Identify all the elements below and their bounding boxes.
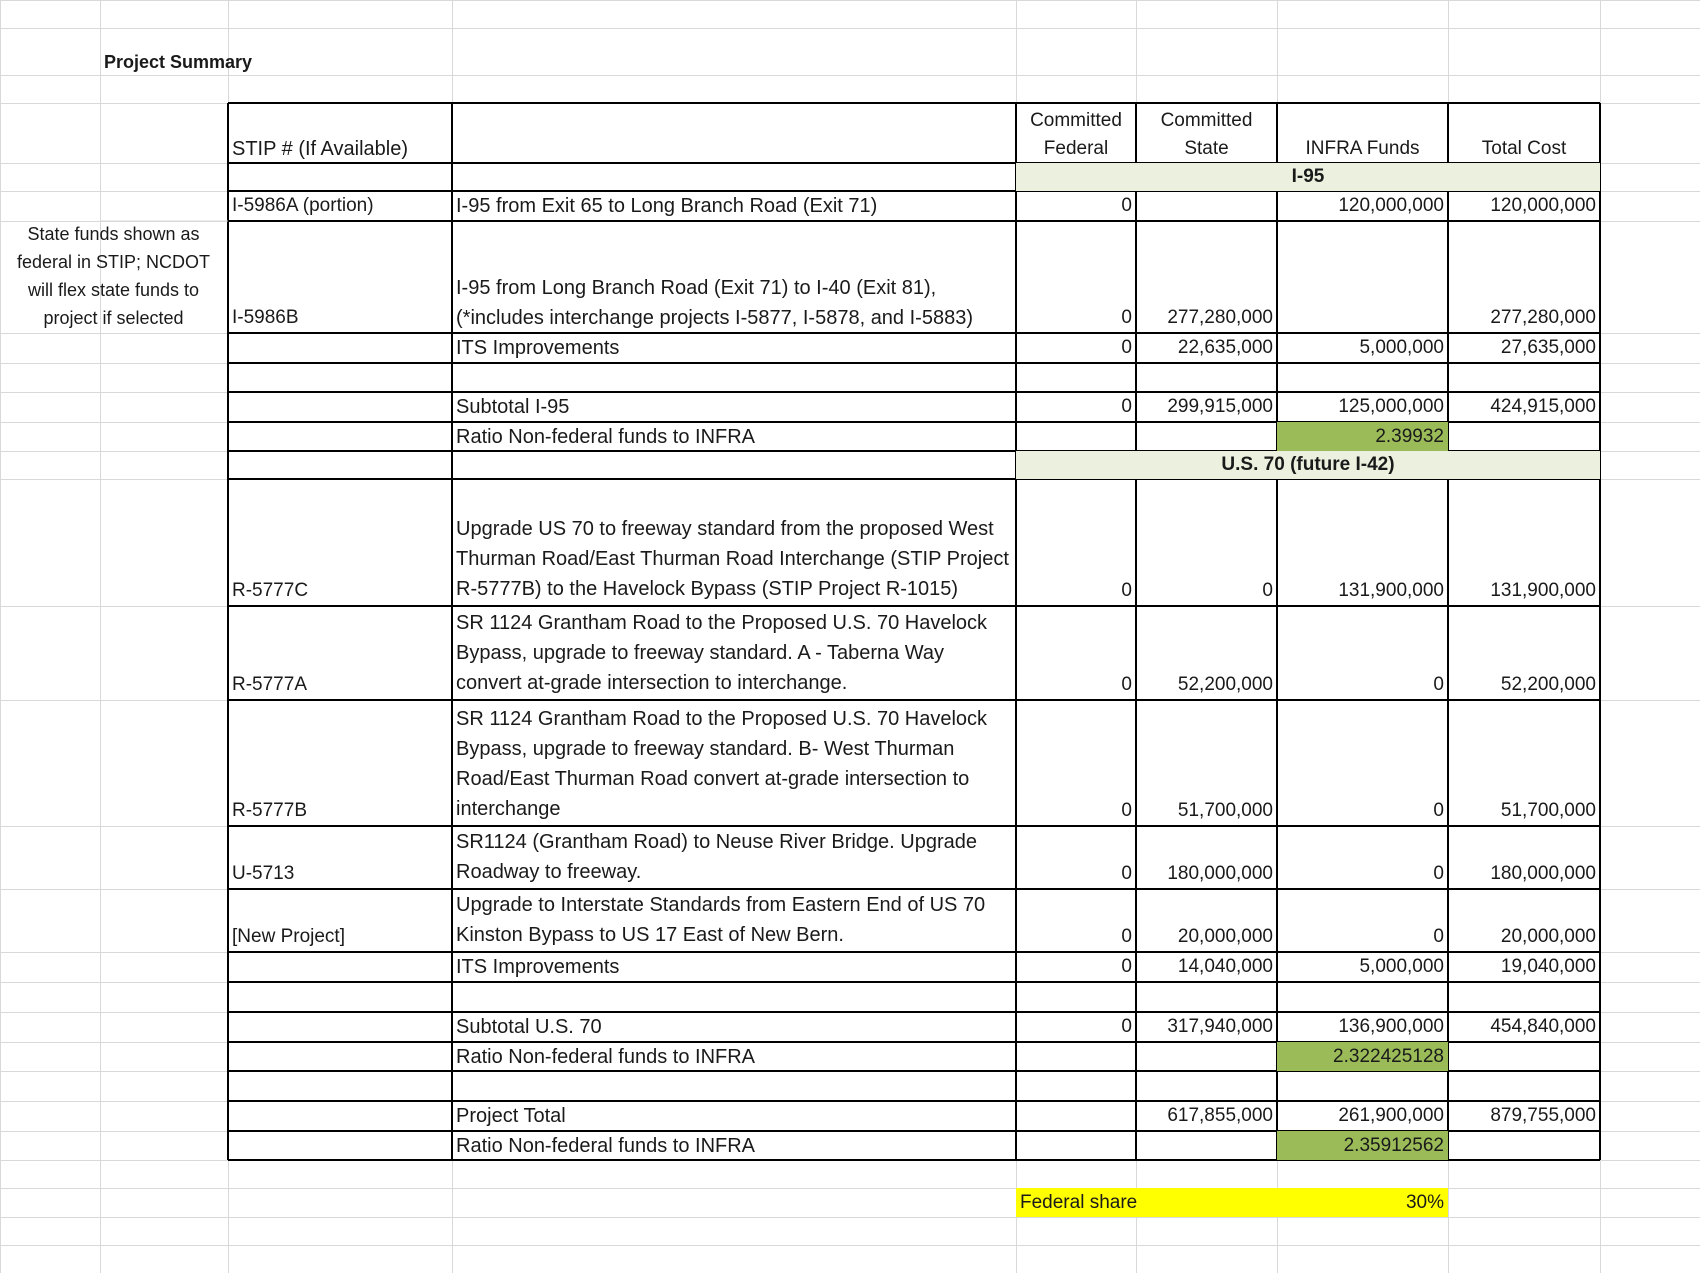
state-cell[interactable]: 0 (1262, 580, 1273, 601)
infra-cell[interactable]: 0 (1433, 800, 1444, 821)
state-cell[interactable]: 51,700,000 (1177, 800, 1273, 821)
federal-share-label[interactable]: Federal share (1016, 1188, 1277, 1217)
desc-cell[interactable]: Project Total (456, 1105, 566, 1127)
stip-cell[interactable]: R-5777A (232, 674, 307, 695)
infra-cell[interactable]: 131,900,000 (1338, 580, 1444, 601)
total-cell[interactable]: 879,755,000 (1490, 1105, 1596, 1126)
total-cell[interactable]: 120,000,000 (1490, 195, 1596, 216)
infra-cell[interactable]: 0 (1433, 863, 1444, 884)
section-header-us70[interactable]: U.S. 70 (future I-42) (1016, 451, 1600, 479)
desc-cell[interactable]: Upgrade to Interstate Standards from Eastern End of US 70 Kinston Bypass to US 17 East of New Bern. (456, 894, 986, 946)
desc-cell[interactable]: SR1124 (Grantham Road) to Neuse River Bridge. Upgrade Roadway to freeway. (456, 831, 977, 883)
state-cell[interactable]: 277,280,000 (1167, 307, 1273, 328)
federal-cell[interactable]: 0 (1121, 926, 1132, 947)
total-cell[interactable]: 52,200,000 (1500, 674, 1596, 695)
desc-cell[interactable]: Subtotal I-95 (456, 396, 570, 418)
desc-cell[interactable]: SR 1124 Grantham Road to the Proposed U.S. 70 Havelock Bypass, upgrade to freeway standard. B- West Thurman Road/East Thurman Road convert at-grade intersection to interchange (456, 708, 988, 820)
ratio-cell[interactable]: 2.39932 (1277, 422, 1448, 451)
header-total-cost[interactable]: Total Cost (1481, 138, 1567, 159)
ratio-cell[interactable]: 2.35912562 (1277, 1131, 1448, 1160)
federal-cell[interactable]: 0 (1121, 1016, 1132, 1037)
stip-cell[interactable]: I-5986B (232, 307, 299, 328)
state-cell[interactable]: 317,940,000 (1167, 1016, 1273, 1037)
infra-cell[interactable]: 5,000,000 (1359, 956, 1444, 977)
desc-cell[interactable]: Upgrade US 70 to freeway standard from the proposed West Thurman Road/East Thurman Road Interchange (STIP Project R-5777B) to the Havelock Bypass (STIP Project R-1015) (456, 518, 1009, 600)
state-cell[interactable]: 52,200,000 (1177, 674, 1273, 695)
federal-cell[interactable]: 0 (1121, 337, 1132, 358)
federal-cell[interactable]: 0 (1121, 396, 1132, 417)
desc-cell[interactable]: Ratio Non-federal funds to INFRA (456, 1046, 756, 1068)
federal-cell[interactable]: 0 (1121, 580, 1132, 601)
total-cell[interactable]: 19,040,000 (1500, 956, 1596, 977)
ratio-cell[interactable]: 2.322425128 (1277, 1042, 1448, 1071)
desc-cell[interactable]: ITS Improvements (456, 956, 620, 978)
federal-cell[interactable]: 0 (1121, 800, 1132, 821)
stip-cell[interactable]: I-5986A (portion) (232, 195, 374, 216)
total-cell[interactable]: 180,000,000 (1490, 863, 1596, 884)
infra-cell[interactable]: 5,000,000 (1359, 337, 1444, 358)
federal-cell[interactable]: 0 (1121, 956, 1132, 977)
desc-cell[interactable]: SR 1124 Grantham Road to the Proposed U.S. 70 Havelock Bypass, upgrade to freeway standard. A - Taberna Way convert at-grade intersection to interchange. (456, 612, 988, 694)
header-committed-state[interactable]: Committed State (1160, 110, 1253, 159)
stip-cell[interactable]: U-5713 (232, 863, 295, 884)
stip-cell[interactable]: [New Project] (232, 926, 345, 947)
infra-cell[interactable]: 261,900,000 (1338, 1105, 1444, 1126)
desc-cell[interactable]: I-95 from Exit 65 to Long Branch Road (Exit 71) (456, 195, 878, 217)
sheet-title[interactable]: Project Summary (104, 52, 253, 72)
federal-cell[interactable]: 0 (1121, 674, 1132, 695)
stip-cell[interactable]: R-5777B (232, 800, 307, 821)
side-note[interactable]: State funds shown as federal in STIP; NCDOT will flex state funds to project if selected (16, 224, 211, 328)
federal-share-value[interactable]: 30% (1277, 1188, 1448, 1217)
infra-cell[interactable]: 120,000,000 (1338, 195, 1444, 216)
state-cell[interactable]: 14,040,000 (1177, 956, 1273, 977)
infra-cell[interactable]: 125,000,000 (1338, 396, 1444, 417)
header-infra-funds[interactable]: INFRA Funds (1305, 138, 1420, 159)
infra-cell[interactable]: 136,900,000 (1338, 1016, 1444, 1037)
total-cell[interactable]: 20,000,000 (1500, 926, 1596, 947)
header-committed-federal[interactable]: Committed Federal (1030, 110, 1122, 159)
infra-cell[interactable]: 0 (1433, 674, 1444, 695)
state-cell[interactable]: 617,855,000 (1167, 1105, 1273, 1126)
total-cell[interactable]: 131,900,000 (1490, 580, 1596, 601)
state-cell[interactable]: 180,000,000 (1167, 863, 1273, 884)
infra-cell[interactable]: 0 (1433, 926, 1444, 947)
desc-cell[interactable]: Ratio Non-federal funds to INFRA (456, 426, 756, 448)
desc-cell[interactable]: I-95 from Long Branch Road (Exit 71) to I-40 (Exit 81), (*includes interchange projects I-5877, I-5878, and I-5883) (456, 277, 973, 329)
total-cell[interactable]: 454,840,000 (1490, 1016, 1596, 1037)
state-cell[interactable]: 20,000,000 (1177, 926, 1273, 947)
desc-cell[interactable]: Subtotal U.S. 70 (456, 1016, 602, 1038)
desc-cell[interactable]: Ratio Non-federal funds to INFRA (456, 1135, 756, 1157)
state-cell[interactable]: 299,915,000 (1167, 396, 1273, 417)
stip-cell[interactable]: R-5777C (232, 580, 309, 601)
section-header-i95[interactable]: I-95 (1016, 163, 1600, 191)
federal-cell[interactable]: 0 (1121, 863, 1132, 884)
federal-cell[interactable]: 0 (1121, 195, 1132, 216)
desc-cell[interactable]: ITS Improvements (456, 337, 620, 359)
total-cell[interactable]: 51,700,000 (1500, 800, 1596, 821)
federal-cell[interactable]: 0 (1121, 307, 1132, 328)
total-cell[interactable]: 277,280,000 (1490, 307, 1596, 328)
header-stip[interactable]: STIP # (If Available) (232, 138, 409, 160)
total-cell[interactable]: 27,635,000 (1500, 337, 1596, 358)
total-cell[interactable]: 424,915,000 (1490, 396, 1596, 417)
state-cell[interactable]: 22,635,000 (1177, 337, 1273, 358)
